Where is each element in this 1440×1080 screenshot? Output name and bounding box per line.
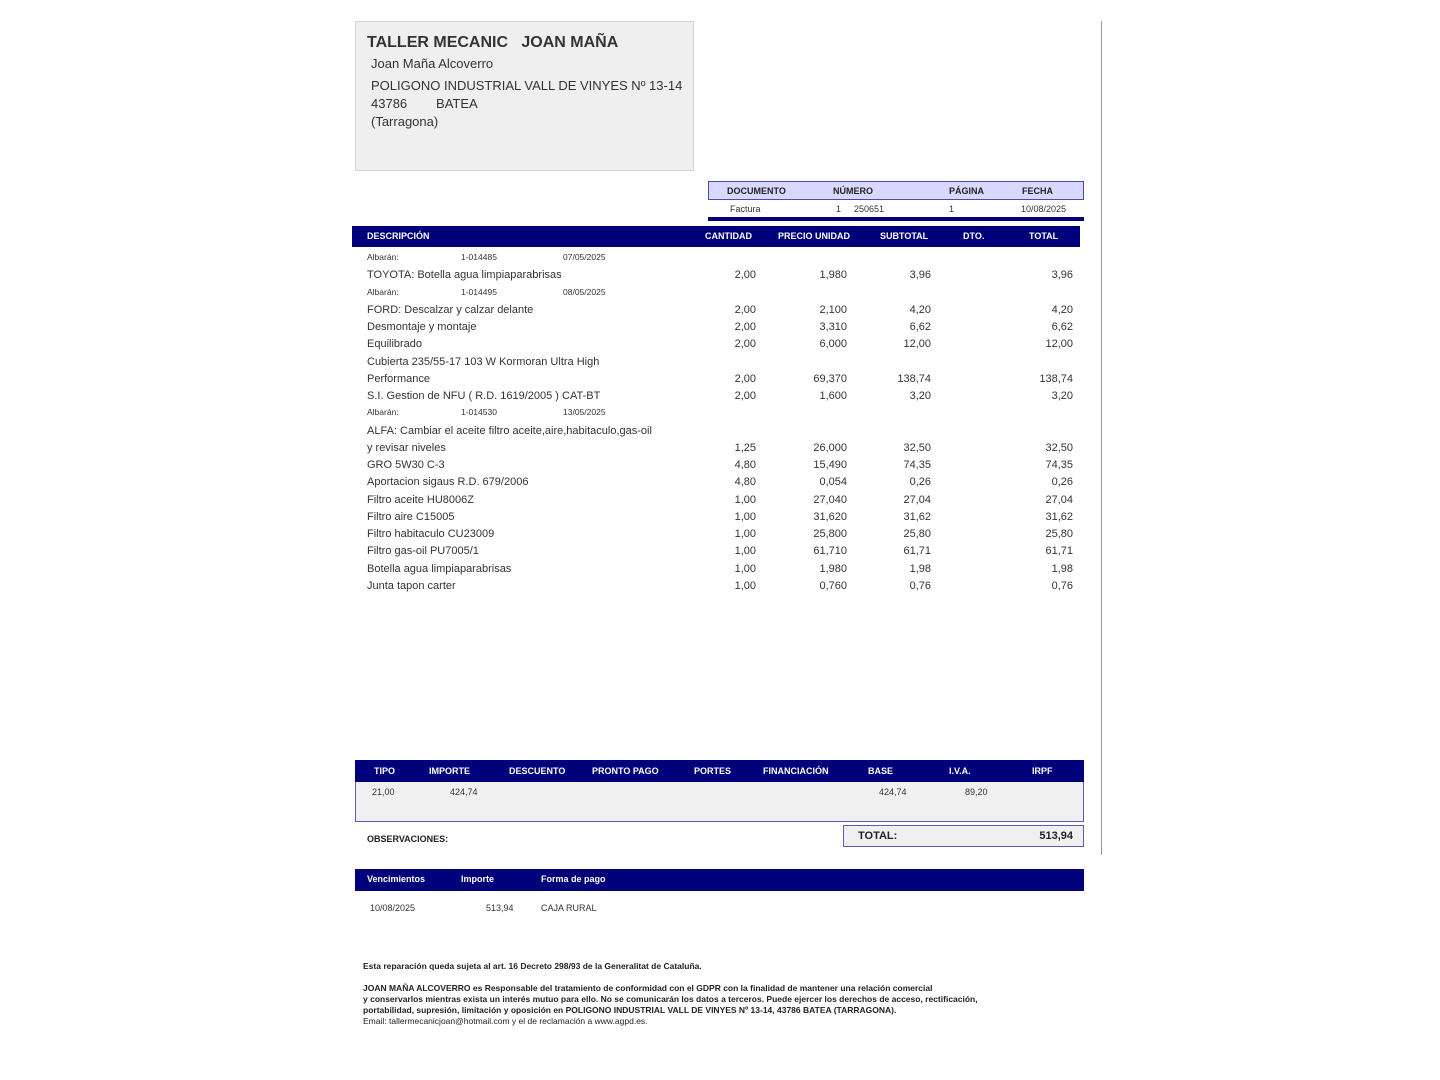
albaran-label: Albarán: bbox=[367, 407, 399, 418]
tax-base-value: 424,74 bbox=[879, 787, 907, 797]
albaran-label: Albarán: bbox=[367, 252, 399, 262]
item-row bbox=[352, 319, 1080, 336]
item-row bbox=[352, 578, 1080, 595]
item-description: Filtro aceite HU8006Z bbox=[367, 493, 474, 506]
item-total: 27,04 bbox=[1045, 493, 1073, 506]
item-row bbox=[352, 440, 1080, 457]
tax-iva-value: 89,20 bbox=[965, 787, 988, 797]
item-quantity: 2,00 bbox=[734, 303, 756, 316]
item-quantity: 2,00 bbox=[734, 372, 756, 385]
observaciones-label: OBSERVACIONES: bbox=[367, 834, 449, 844]
gdpr-line-1: JOAN MAÑA ALCOVERRO es Responsable del tratamiento de conformidad con el GDPR con la finalidad de mantener una relación comercial bbox=[363, 983, 933, 993]
item-total: 25,80 bbox=[1045, 528, 1073, 540]
col-dto: DTO. bbox=[963, 231, 985, 241]
tax-col-descuento: DESCUENTO bbox=[509, 766, 566, 776]
venc-forma-pago: CAJA RURAL bbox=[541, 903, 597, 913]
item-description: Performance bbox=[367, 372, 430, 385]
tax-col-irpf: IRPF bbox=[1032, 766, 1053, 776]
item-description: Junta tapon carter bbox=[367, 579, 456, 592]
item-unit-price: 1,980 bbox=[819, 269, 847, 282]
item-total: 0,76 bbox=[1051, 579, 1073, 592]
item-subtotal: 3,20 bbox=[909, 390, 931, 402]
doc-number: 250651 bbox=[854, 204, 885, 214]
legal-notice: Esta reparación queda sujeta al art. 16 Decreto 298/93 de la Generalitat de Cataluña. bbox=[363, 961, 702, 971]
item-total: 4,20 bbox=[1051, 303, 1073, 316]
item-subtotal: 25,80 bbox=[903, 528, 931, 540]
item-description: Botella agua limpiaparabrisas bbox=[367, 562, 512, 575]
albaran-date: 13/05/2025 bbox=[563, 407, 606, 418]
item-total: 61,71 bbox=[1045, 545, 1073, 558]
company-address: POLIGONO INDUSTRIAL VALL DE VINYES Nº 13-14 bbox=[371, 78, 683, 93]
company-name: TALLER MECANIC JOAN MAÑA bbox=[367, 34, 619, 51]
doc-header-pagina: PÁGINA bbox=[949, 186, 985, 196]
item-total: 3,96 bbox=[1051, 269, 1073, 282]
doc-header-documento: DOCUMENTO bbox=[727, 186, 786, 196]
item-quantity: 1,00 bbox=[734, 510, 756, 523]
item-description: Filtro gas-oil PU7005/1 bbox=[367, 545, 479, 558]
item-unit-price: 25,800 bbox=[813, 528, 847, 540]
item-row bbox=[352, 492, 1080, 509]
vencimiento-row bbox=[355, 902, 1084, 918]
tax-col-base: BASE bbox=[868, 766, 894, 776]
item-quantity: 1,00 bbox=[734, 493, 756, 506]
col-precio-unidad: PRECIO UNIDAD bbox=[778, 231, 851, 241]
tax-col-pronto-pago: PRONTO PAGO bbox=[592, 766, 659, 776]
vencimientos-header bbox=[355, 869, 1084, 891]
total-value: 513,94 bbox=[1039, 830, 1073, 842]
albaran-number: 1-014530 bbox=[461, 407, 497, 418]
item-description: Cubierta 235/55-17 103 W Kormoran Ultra High bbox=[367, 355, 600, 368]
items-table-header bbox=[352, 226, 1080, 247]
item-description: Aportacion sigaus R.D. 679/2006 bbox=[367, 476, 529, 489]
item-unit-price: 3,310 bbox=[819, 321, 847, 333]
item-row bbox=[352, 457, 1080, 474]
item-quantity: 2,00 bbox=[734, 269, 756, 282]
albaran-row bbox=[352, 285, 1080, 302]
col-subtotal: SUBTOTAL bbox=[880, 231, 929, 241]
item-total: 3,20 bbox=[1051, 390, 1073, 402]
item-subtotal: 4,20 bbox=[909, 303, 931, 316]
gdpr-line-2: y conservarlos mientras exista un interés mutuo para ello. No se comunicarán los datos a terceros. Puede ejercer los derechos de acceso, rectificación, bbox=[363, 994, 978, 1004]
item-unit-price: 69,370 bbox=[813, 372, 847, 385]
item-subtotal: 138,74 bbox=[897, 372, 931, 385]
item-quantity: 1,00 bbox=[734, 562, 756, 575]
item-quantity: 2,00 bbox=[734, 321, 756, 333]
item-row bbox=[352, 388, 1080, 405]
item-row bbox=[352, 371, 1080, 388]
item-description: S.I. Gestion de NFU ( R.D. 1619/2005 ) CAT-BT bbox=[367, 390, 601, 402]
total-label: TOTAL: bbox=[858, 830, 898, 842]
item-total: 138,74 bbox=[1039, 372, 1073, 385]
page-margin-line bbox=[1101, 21, 1102, 855]
albaran-row bbox=[352, 405, 1080, 422]
tax-col-importe: IMPORTE bbox=[429, 766, 471, 776]
item-subtotal: 74,35 bbox=[903, 459, 931, 471]
tax-col-tipo: TIPO bbox=[374, 766, 396, 776]
item-unit-price: 1,980 bbox=[819, 562, 847, 575]
item-unit-price: 27,040 bbox=[813, 493, 847, 506]
tax-col-financiacion: FINANCIACIÓN bbox=[763, 766, 829, 776]
item-description: TOYOTA: Botella agua limpiaparabrisas bbox=[367, 269, 562, 282]
doc-series: 1 bbox=[836, 204, 842, 214]
item-subtotal: 32,50 bbox=[903, 441, 931, 454]
venc-importe: 513,94 bbox=[486, 903, 514, 913]
item-quantity: 1,00 bbox=[734, 579, 756, 592]
item-quantity: 2,00 bbox=[734, 390, 756, 402]
col-descripcion: DESCRIPCIÓN bbox=[367, 231, 430, 241]
doc-header-fecha: FECHA bbox=[1022, 186, 1053, 196]
item-unit-price: 26,000 bbox=[813, 441, 847, 454]
tax-col-portes: PORTES bbox=[694, 766, 732, 776]
item-quantity: 1,00 bbox=[734, 545, 756, 558]
albaran-row bbox=[352, 250, 1080, 267]
item-subtotal: 27,04 bbox=[903, 493, 931, 506]
item-total: 12,00 bbox=[1045, 338, 1073, 351]
item-row bbox=[352, 267, 1080, 284]
albaran-date: 07/05/2025 bbox=[563, 252, 606, 262]
item-description: Filtro habitaculo CU23009 bbox=[367, 528, 495, 540]
item-total: 6,62 bbox=[1051, 321, 1073, 333]
item-unit-price: 0,054 bbox=[819, 476, 847, 489]
doc-header-numero: NÚMERO bbox=[833, 186, 873, 196]
item-subtotal: 0,76 bbox=[909, 579, 931, 592]
document-values bbox=[708, 200, 1084, 218]
item-subtotal: 61,71 bbox=[903, 545, 931, 558]
tax-summary-header bbox=[355, 760, 1084, 782]
company-postal-city: 43786 BATEA bbox=[371, 96, 478, 111]
item-description: GRO 5W30 C-3 bbox=[367, 459, 445, 471]
item-subtotal: 6,62 bbox=[909, 321, 931, 333]
item-description: y revisar niveles bbox=[367, 441, 446, 454]
document-divider bbox=[708, 217, 1084, 221]
item-row bbox=[352, 474, 1080, 491]
item-quantity: 1,25 bbox=[734, 441, 756, 454]
gdpr-line-3: portabilidad, supresión, limitación y oposición en POLIGONO INDUSTRIAL VALL DE VINYES Nº 13-14, 43786 BATEA (TARRAGONA). bbox=[363, 1005, 897, 1015]
invoice-total-box bbox=[843, 825, 1084, 847]
item-total: 0,26 bbox=[1051, 476, 1073, 489]
item-unit-price: 31,620 bbox=[813, 510, 847, 523]
venc-col-importe: Importe bbox=[461, 874, 495, 884]
item-quantity: 2,00 bbox=[734, 338, 756, 351]
item-row bbox=[352, 423, 1080, 440]
albaran-label: Albarán: bbox=[367, 286, 399, 297]
item-total: 74,35 bbox=[1045, 459, 1073, 471]
document-header bbox=[708, 181, 1084, 200]
tax-summary-values bbox=[355, 782, 1084, 822]
item-unit-price: 61,710 bbox=[813, 545, 847, 558]
item-row bbox=[352, 526, 1080, 543]
item-subtotal: 3,96 bbox=[909, 269, 931, 282]
venc-col-forma-pago: Forma de pago bbox=[541, 874, 606, 884]
item-total: 1,98 bbox=[1051, 562, 1073, 575]
item-total: 31,62 bbox=[1045, 510, 1073, 523]
item-row bbox=[352, 561, 1080, 578]
tax-tipo-value: 21,00 bbox=[372, 787, 395, 797]
item-unit-price: 0,760 bbox=[819, 579, 847, 592]
item-description: Filtro aire C15005 bbox=[367, 510, 455, 523]
item-subtotal: 31,62 bbox=[903, 510, 931, 523]
item-row bbox=[352, 336, 1080, 353]
company-province: (Tarragona) bbox=[371, 114, 439, 129]
item-unit-price: 1,600 bbox=[819, 390, 847, 402]
doc-type: Factura bbox=[730, 204, 761, 214]
doc-page: 1 bbox=[949, 204, 955, 214]
col-cantidad: CANTIDAD bbox=[705, 231, 752, 241]
col-total: TOTAL bbox=[1029, 231, 1059, 241]
item-total: 32,50 bbox=[1045, 441, 1073, 454]
item-subtotal: 1,98 bbox=[909, 562, 931, 575]
tax-col-iva: I.V.A. bbox=[949, 766, 971, 776]
item-subtotal: 12,00 bbox=[903, 338, 931, 351]
venc-col-vencimientos: Vencimientos bbox=[367, 874, 426, 884]
item-description: Equilibrado bbox=[367, 338, 423, 351]
item-description: Desmontaje y montaje bbox=[367, 321, 477, 333]
item-unit-price: 2,100 bbox=[819, 303, 847, 316]
item-quantity: 4,80 bbox=[734, 459, 756, 471]
item-quantity: 4,80 bbox=[734, 476, 756, 489]
item-subtotal: 0,26 bbox=[909, 476, 931, 489]
albaran-number: 1-014485 bbox=[461, 252, 497, 262]
item-unit-price: 6,000 bbox=[819, 338, 847, 351]
item-row bbox=[352, 354, 1080, 371]
doc-date: 10/08/2025 bbox=[1021, 204, 1067, 214]
gdpr-line-4: Email: tallermecanicjoan@hotmail.com y el de reclamación a www.agpd.es. bbox=[363, 1016, 648, 1026]
item-unit-price: 15,490 bbox=[813, 459, 847, 471]
item-row bbox=[352, 543, 1080, 560]
tax-importe-value: 424,74 bbox=[450, 787, 478, 797]
albaran-date: 08/05/2025 bbox=[563, 286, 606, 297]
item-quantity: 1,00 bbox=[734, 528, 756, 540]
venc-date: 10/08/2025 bbox=[370, 903, 416, 913]
item-row bbox=[352, 302, 1080, 319]
item-description: FORD: Descalzar y calzar delante bbox=[367, 303, 534, 316]
albaran-number: 1-014495 bbox=[461, 286, 497, 297]
item-description: ALFA: Cambiar el aceite filtro aceite,aire,habitaculo,gas-oil bbox=[367, 424, 652, 437]
company-info-box bbox=[355, 21, 694, 171]
company-owner: Joan Maña Alcoverro bbox=[371, 56, 494, 71]
item-row bbox=[352, 509, 1080, 526]
